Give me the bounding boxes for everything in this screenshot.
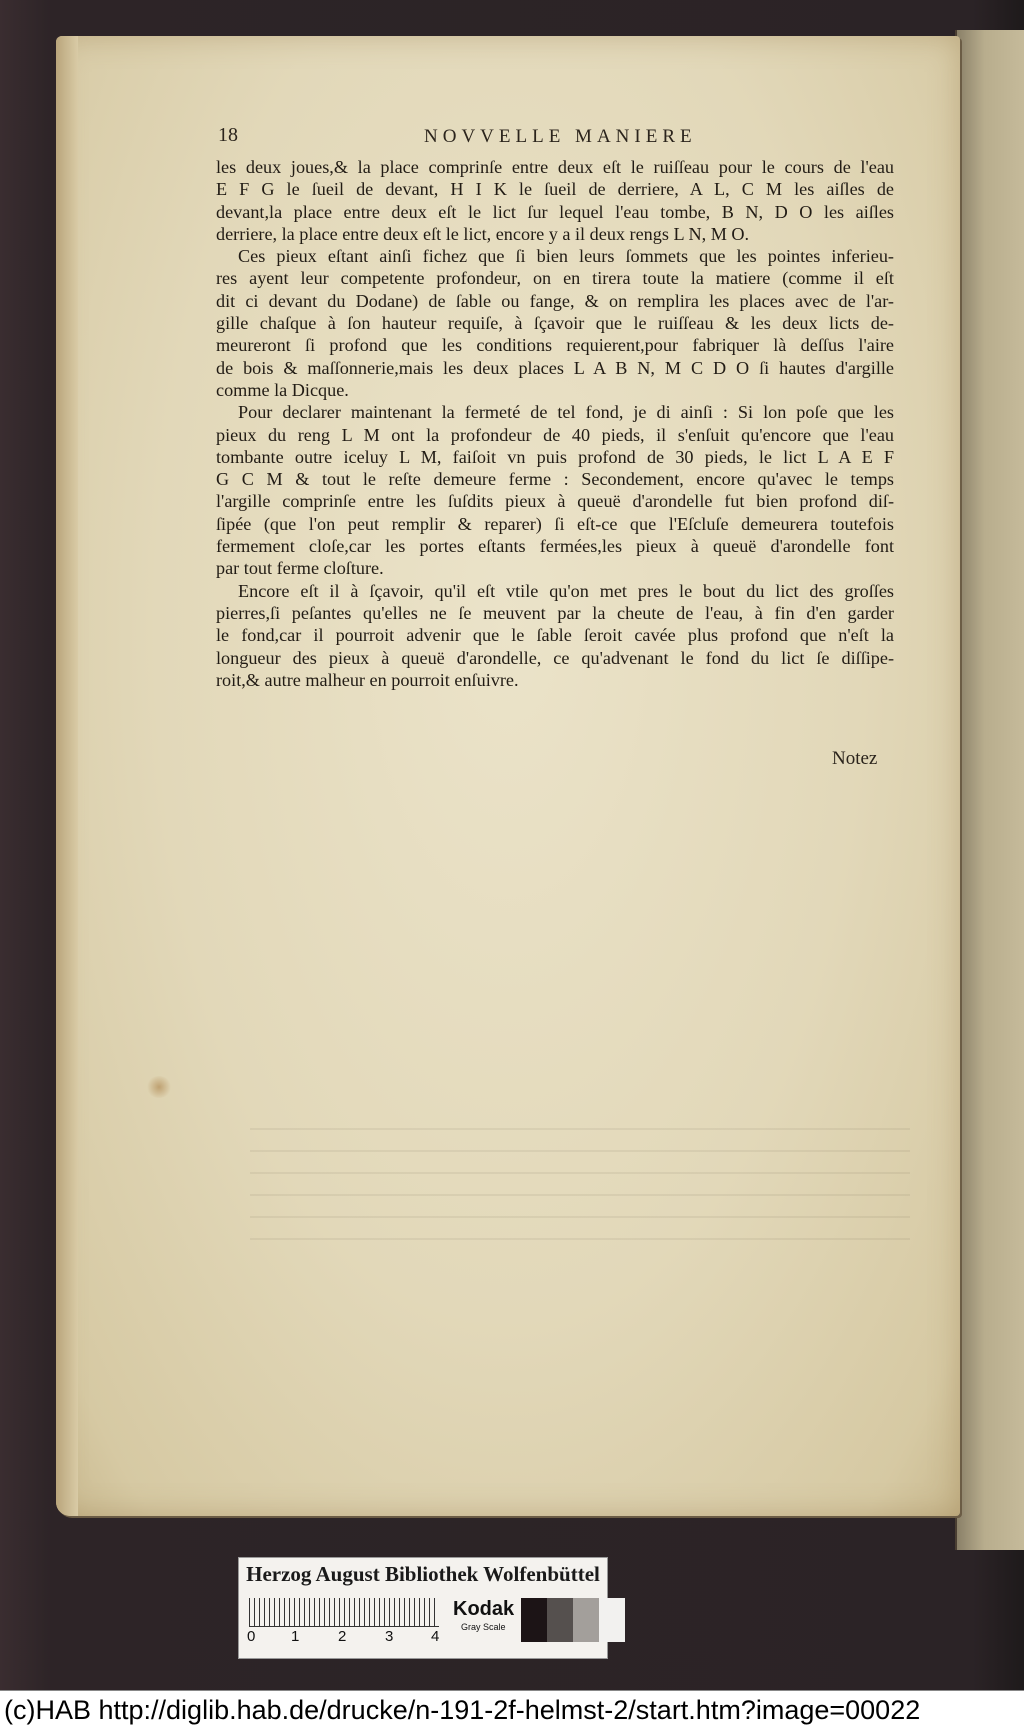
paragraph-4 <box>216 580 894 691</box>
text-line: pierres,ſi peſantes qu'elles ne ſe meuvent par la cheute de l'eau, à fin d'en garder <box>216 602 894 623</box>
copyright-footer <box>0 1690 1024 1730</box>
ruler-number: 0 <box>247 1628 256 1645</box>
ruler-number: 2 <box>338 1628 347 1645</box>
text-line: pieux du reng L M ont la profondeur de 40 pieds, il s'enſuit qu'encore que l'eau <box>216 424 894 445</box>
color-calibration-target <box>238 1557 608 1659</box>
gray-swatch <box>521 1598 547 1642</box>
facing-page-edge <box>955 30 1024 1550</box>
paragraph-2 <box>216 245 894 401</box>
ruler-number: 3 <box>385 1628 394 1645</box>
page-gutter-edge <box>56 36 78 1516</box>
show-through-text <box>250 1128 910 1248</box>
text-line: les deux joues,& la place comprinſe entre deux eſt le ruiſſeau pour le cours de l'eau <box>216 157 894 177</box>
paragraph-3 <box>216 401 894 579</box>
gray-swatch <box>573 1598 599 1642</box>
text-line: G C M & tout le reſte demeure ferme : Secondement, encore qu'avec le temps <box>216 469 894 490</box>
ruler-number: 4 <box>431 1628 440 1645</box>
gray-swatch <box>599 1598 625 1642</box>
body-text <box>216 156 894 691</box>
text-line: Ces pieux eſtant ainſi fichez que ſi bien leurs ſommets que les pointes inferieu- <box>238 246 894 267</box>
text-line: le fond,car il pourroit advenir que le ſable ſeroit cavée plus profond que n'eſt la <box>216 625 894 646</box>
source-url: (c)HAB http://diglib.hab.de/drucke/n-191-2f-helmst-2/start.htm?image=00022 <box>4 1695 921 1725</box>
gray-scale-label: Gray Scale <box>461 1622 506 1632</box>
gray-swatches <box>521 1598 625 1642</box>
page-header <box>218 124 758 150</box>
paragraph-1 <box>216 156 894 245</box>
page-number: 18 <box>218 124 238 146</box>
text-line: res ayent leur competente profondeur, on en tirera toute la matiere (comme il eſt <box>216 268 894 289</box>
text-line: par tout ferme cloſture. <box>216 558 384 579</box>
foxing-stain <box>146 1076 172 1098</box>
text-line: devant,la place entre deux eſt le lict ſur lequel l'eau tombe, B N, D O les aiſles <box>216 201 894 222</box>
text-line: Encore eſt il à ſçavoir, qu'il eſt vtile qu'on met pres le bout du lict des groſſes <box>238 580 894 601</box>
text-line: longueur des pieux à queuë d'arondelle, ce qu'advenant le fond du lict ſe diſſipe- <box>216 647 894 668</box>
running-title: NOVVELLE MANIERE <box>424 126 697 147</box>
text-line: dit ci devant du Dodane) de ſable ou fange, & on remplira les places avec de l'ar- <box>216 290 894 311</box>
text-line: roit,& autre malheur en pourroit enſuivre. <box>216 669 519 690</box>
text-line: derriere, la place entre deux eſt le lict, encore y a il deux rengs L N, M O. <box>216 223 750 244</box>
scale-ruler <box>249 1598 439 1627</box>
library-name: Herzog August Bibliothek Wolfenbüttel <box>246 1562 600 1586</box>
kodak-logo: Kodak <box>453 1598 515 1620</box>
catchword: Notez <box>832 748 878 769</box>
text-line: E F G le ſueil de devant, H I K le ſueil de derriere, A L, C M les aiſles de <box>216 179 894 200</box>
text-line: fermement cloſe,car les portes eſtants fermées,les pieux à queuë d'arondelle font <box>216 536 894 557</box>
text-line: tombante outre iceluy L M, faiſoit vn puis profond de 30 pieds, le lict L A E F <box>216 446 894 467</box>
text-line: l'argille comprinſe entre les ſuſdits pieux à queuë d'arondelle fut bien profond diſ- <box>216 491 894 512</box>
ruler-numbers <box>245 1628 445 1648</box>
text-line: comme la Dicque. <box>216 379 349 400</box>
text-line: meureront ſi profond que les conditions requierent,pour fabriquer là deſſus l'aire <box>216 335 894 356</box>
text-line: Pour declarer maintenant la fermeté de tel fond, je di ainſi : Si lon poſe que les <box>238 402 894 423</box>
text-line: gille chaſque à ſon hauteur requiſe, à ſçavoir que le ruiſſeau & les deux licts de- <box>216 313 894 334</box>
gray-swatch <box>547 1598 573 1642</box>
text-line: de bois & maſſonnerie,mais les deux places L A B N, M C D O ſi hautes d'argille <box>216 357 894 378</box>
text-line: ſipée (que l'on peut remplir & reparer) ſi eſt-ce que l'Eſcluſe demeurera toutefois <box>216 513 894 534</box>
ruler-number: 1 <box>291 1628 300 1645</box>
